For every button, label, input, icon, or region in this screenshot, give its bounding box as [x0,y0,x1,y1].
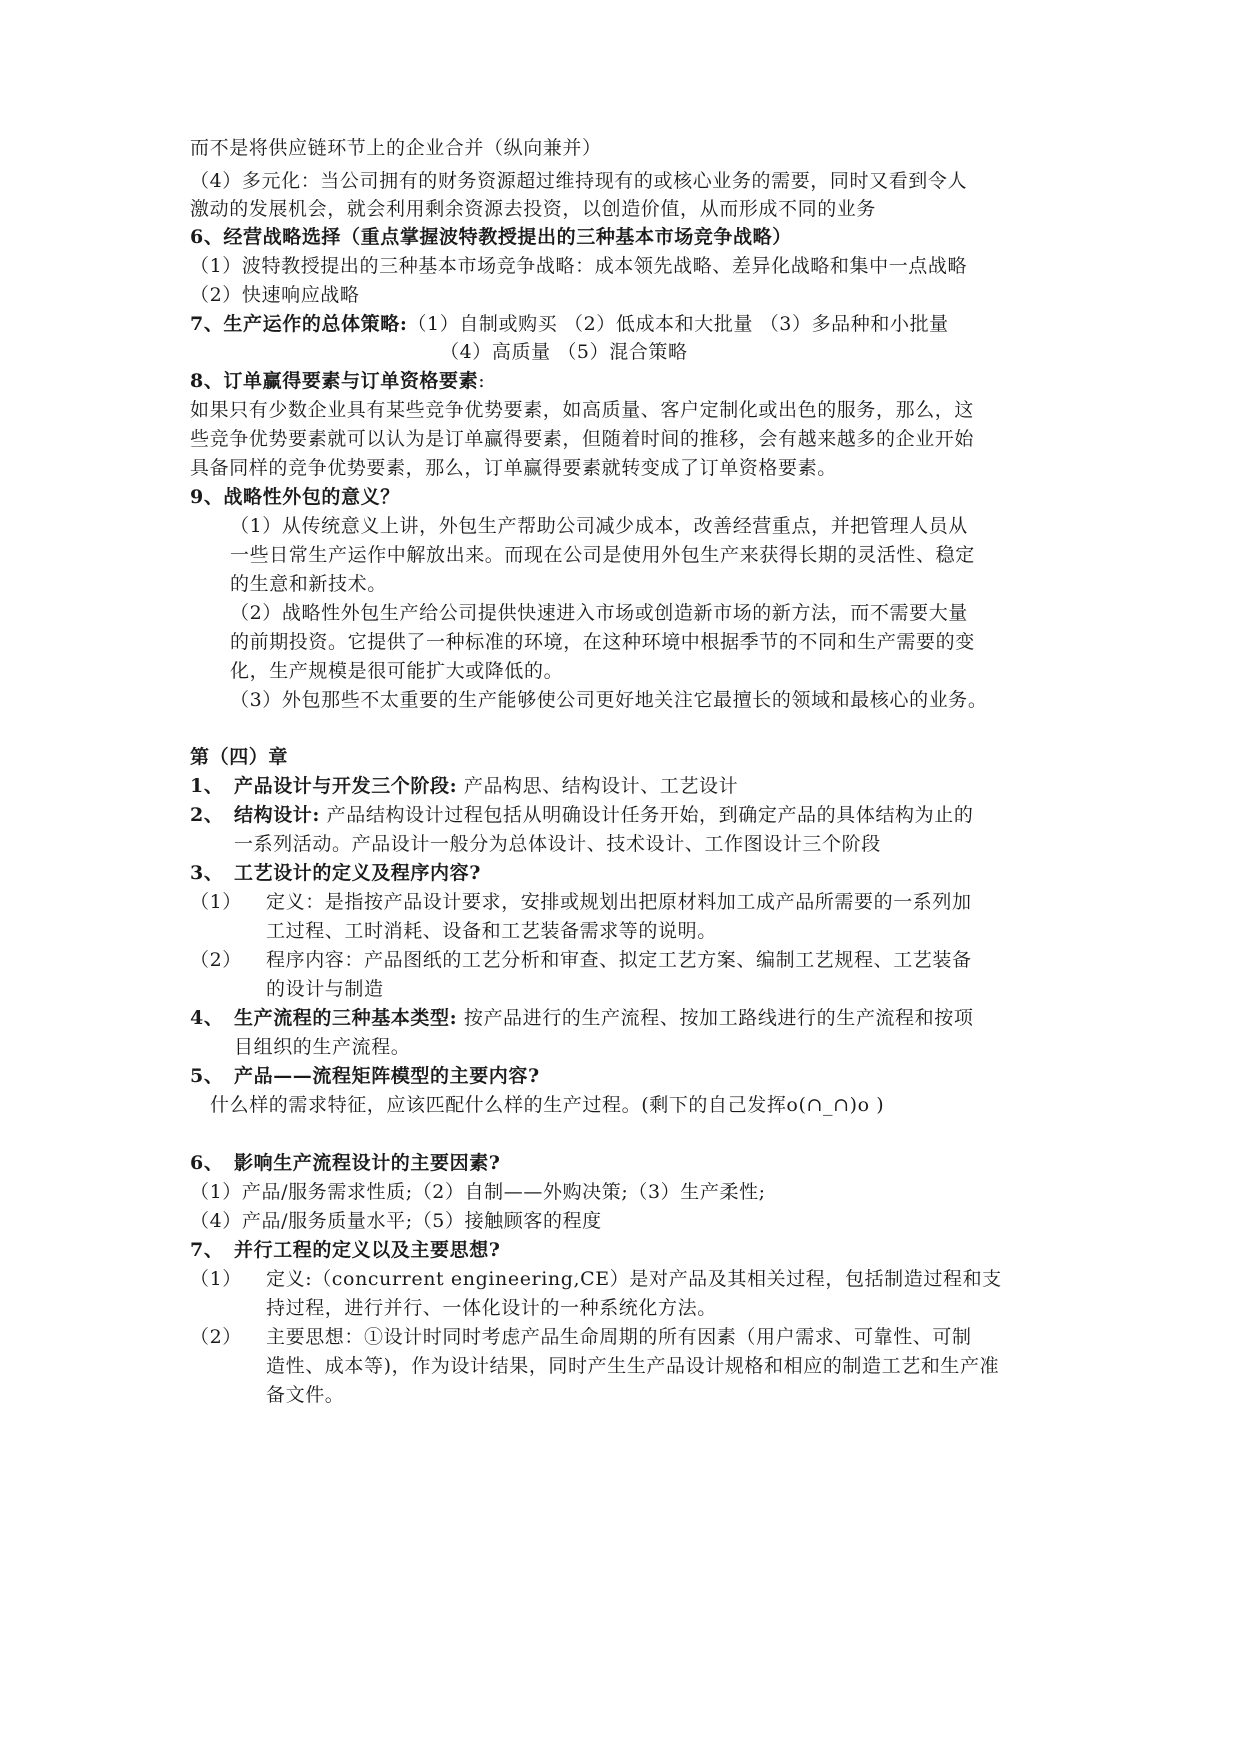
sub-item-number: （2） [190,949,242,971]
section-heading: 6、经营战略选择（重点掌握波特教授提出的三种基本市场竞争战略） [190,226,792,248]
text-line: 工过程、工时消耗、设备和工艺装备需求等的说明。 [266,920,717,942]
text-line: （1）从传统意义上讲，外包生产帮助公司减少成本，改善经营重点，并把管理人员从 [230,515,968,537]
section-heading: 8、订单赢得要素与订单资格要素 [190,370,479,392]
text-line: （1）产品/服务需求性质;（2）自制——外购决策;（3）生产柔性; [190,1181,766,1203]
text-line: （4）高质量 （5）混合策略 [440,341,688,363]
item-number: 2、 [190,804,224,826]
item-heading: 并行工程的定义以及主要思想? [234,1239,501,1261]
item-number: 5、 [190,1065,224,1087]
sub-item-number: （2） [190,1326,242,1348]
text-line: 备文件。 [266,1384,345,1406]
item-line [190,1063,1070,1089]
text-line: （2）快速响应战略 [190,284,360,306]
text-span: 按产品进行的生产流程、按加工路线进行的生产流程和按项 [457,1007,974,1029]
item-heading: 影响生产流程设计的主要因素? [234,1152,501,1174]
text-line: 激动的发展机会，就会利用剩余资源去投资，以创造价值，从而形成不同的业务 [190,198,877,220]
sub-item-number: （1） [190,1268,242,1290]
text-line: 化，生产规模是很可能扩大或降低的。 [230,660,564,682]
item-number: 7、 [190,1239,224,1261]
text-line: 一些日常生产运作中解放出来。而现在公司是使用外包生产来获得长期的灵活性、稳定 [230,544,975,566]
text-span: 定义:（concurrent engineering,CE）是对产品及其相关过程，包括制造过程和支 [266,1268,1002,1290]
item-number: 3、 [190,862,224,884]
sub-item-line [190,889,1070,915]
text-span: 定义：是指按产品设计要求，安排或规划出把原材料加工成产品所需要的一系列加 [266,891,972,913]
text-span: 产品构思、结构设计、工艺设计 [457,775,739,797]
item-number: 6、 [190,1152,224,1174]
text-span: （1）自制或购买 （2）低成本和大批量 （3）多品种和小批量 [407,313,949,335]
sub-item-line [190,1266,1070,1292]
text-line: （3）外包那些不太重要的生产能够使公司更好地关注它最擅长的领域和最核心的业务。 [230,689,988,711]
item-line [190,1150,1070,1176]
item-heading: 结构设计: [234,804,321,826]
text-line: 的生意和新技术。 [230,573,387,595]
heading-line [190,368,1070,394]
text-line: （1）波特教授提出的三种基本市场竞争战略：成本领先战略、差异化战略和集中一点战略 [190,255,968,277]
text-line: 一系列活动。产品设计一般分为总体设计、技术设计、工作图设计三个阶段 [234,833,881,855]
text-line: 而不是将供应链环节上的企业合并（纵向兼并） [190,137,602,159]
text-line: （4）产品/服务质量水平;（5）接触顾客的程度 [190,1210,602,1232]
text-line: 具备同样的竞争优势要素，那么，订单赢得要素就转变成了订单资格要素。 [190,457,837,479]
text-line: 目组织的生产流程。 [234,1036,411,1058]
section-heading: 7、生产运作的总体策略: [190,313,408,335]
text-line: 什么样的需求特征，应该匹配什么样的生产过程。(剩下的自己发挥o(∩_∩)o ) [210,1094,885,1116]
item-number: 1、 [190,775,224,797]
sub-item-number: （1） [190,891,242,913]
section-heading: 9、战略性外包的意义？ [190,486,400,508]
item-line [190,1005,1070,1031]
item-line [190,773,1070,799]
item-line [190,802,1070,828]
text-line: 些竞争优势要素就可以认为是订单赢得要素，但随着时间的推移，会有越来越多的企业开始 [190,428,975,450]
sub-item-line [190,1324,1070,1350]
item-number: 4、 [190,1007,224,1029]
sub-item-line [190,947,1070,973]
text-span: 产品结构设计过程包括从明确设计任务开始，到确定产品的具体结构为止的 [320,804,974,826]
heading-line [190,311,1070,337]
text-line: 造性、成本等)，作为设计结果，同时产生生产品设计规格和相应的制造工艺和生产准 [266,1355,1000,1377]
text-span: : [478,370,486,392]
text-line: （4）多元化：当公司拥有的财务资源超过维持现有的或核心业务的需要，同时又看到令人 [190,170,968,192]
item-line [190,860,1070,886]
text-line: 如果只有少数企业具有某些竞争优势要素，如高质量、客户定制化或出色的服务，那么，这 [190,399,975,421]
item-line [190,1237,1070,1263]
text-line: 持过程，进行并行、一体化设计的一种系统化方法。 [266,1297,717,1319]
text-line: 的前期投资。它提供了一种标准的环境，在这种环境中根据季节的不同和生产需要的变 [230,631,975,653]
item-heading: 工艺设计的定义及程序内容? [234,862,481,884]
text-line: （2）战略性外包生产给公司提供快速进入市场或创造新市场的新方法，而不需要大量 [230,602,968,624]
item-heading: 产品——流程矩阵模型的主要内容? [234,1065,540,1087]
text-span: 程序内容：产品图纸的工艺分析和审查、拟定工艺方案、编制工艺规程、工艺装备 [266,949,972,971]
item-heading: 生产流程的三种基本类型: [234,1007,458,1029]
text-line: 的设计与制造 [266,978,384,1000]
text-span: 主要思想：①设计时同时考虑产品生命周期的所有因素（用户需求、可靠性、可制 [266,1326,972,1348]
chapter-heading: 第（四）章 [190,746,289,768]
item-heading: 产品设计与开发三个阶段: [234,775,458,797]
